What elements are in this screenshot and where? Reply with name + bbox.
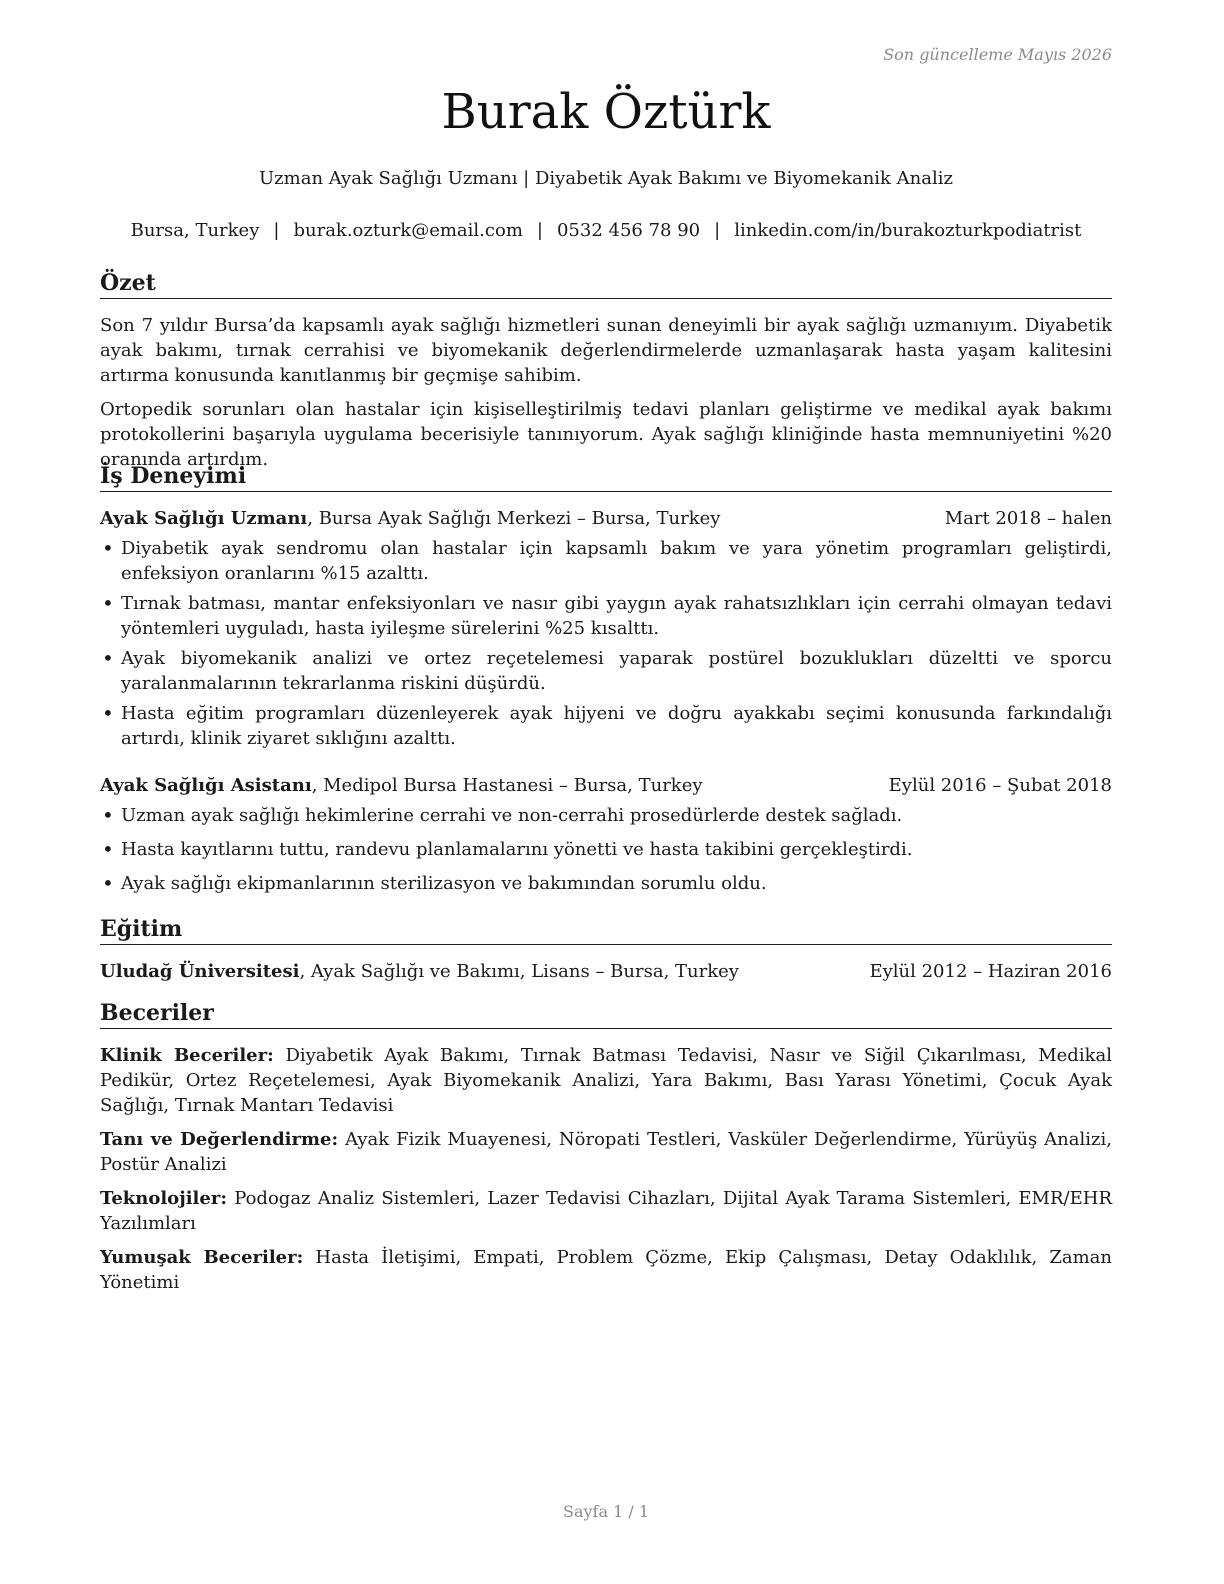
contact-separator: | [714, 220, 721, 241]
job-bullet: • Hasta eğitim programları düzenleyerek ayak hijyeni ve doğru ayakkabı seçimi konusunda farkındalığı artırdı, klinik ziyaret sıklığını azalttı. [100, 701, 1112, 751]
skill-text: Diyabetik Ayak Bakımı, Tırnak Batması Tedavisi, Nasır ve Siğil Çıkarılması, Medikal Pedikür, Ortez Reçetelemesi, Ayak Biyomekanik Analizi, Yara Bakımı, Bası Yarası Yönetimi, Çocuk Ayak Sağlığı, Tırnak Mantarı Tedavisi [100, 1045, 1112, 1116]
contact-phone: 0532 456 78 90 [556, 220, 701, 241]
section-title-education: Eğitim [100, 916, 1112, 945]
skill-label: Yumuşak Beceriler: [100, 1247, 304, 1268]
job-bullet: • Tırnak batması, mantar enfeksiyonları ve nasır gibi yaygın ayak rahatsızlıkları için cerrahi olmayan tedavi yöntemleri uyguladı, hasta iyileşme sürelerini %25 kısalttı. [100, 591, 1112, 641]
education-entry [100, 959, 1112, 984]
job-role: Ayak Sağlığı Asistanı [100, 775, 312, 796]
skills-section [100, 1000, 1112, 1295]
section-title-summary: Özet [100, 270, 1112, 299]
summary-paragraph: Ortopedik sorunları olan hastalar için kişiselleştirilmiş tedavi planları geliştirme ve medikal ayak bakımı protokollerini başarıyla uygulama becerisiyle tanınıyorum. Ayak sağlığı kliniğinde hasta memnuniyetini %20 oranında artırdım. [100, 399, 1112, 470]
job-role: Ayak Sağlığı Uzmanı [100, 508, 308, 529]
summary-section [100, 270, 1112, 472]
experience-section [100, 463, 1112, 896]
job-org: , Bursa Ayak Sağlığı Merkezi – Bursa, Turkey [307, 508, 721, 529]
contact-line [100, 220, 1112, 241]
headline: Uzman Ayak Sağlığı Uzmanı | Diyabetik Ayak Bakımı ve Biyomekanik Analiz [258, 168, 954, 189]
skill-group [100, 1245, 1112, 1295]
job-bullets [100, 536, 1112, 751]
education-section [100, 916, 1112, 984]
job-entry [100, 773, 1112, 896]
skill-group [100, 1127, 1112, 1177]
job-header [100, 506, 1112, 531]
skill-label: Klinik Beceriler: [100, 1045, 274, 1066]
skill-text: Hasta İletişimi, Empati, Problem Çözme, Ekip Çalışması, Detay Odaklılık, Zaman Yönetimi [100, 1247, 1112, 1293]
page-footer: Sayfa 1 / 1 [562, 1502, 649, 1521]
contact-location: Bursa, Turkey [130, 220, 260, 241]
contact-separator: | [536, 220, 543, 241]
skill-label: Teknolojiler: [100, 1188, 227, 1209]
summary-paragraph: Son 7 yıldır Bursa’da kapsamlı ayak sağlığı hizmetleri sunan deneyimli bir ayak sağlığı uzmanıyım. Diyabetik ayak bakımı, tırnak cerrahisi ve biyomekanik değerlendirmelerde uzmanlaşarak hasta yaşam kalitesini artırma konusunda kanıtlanmış bir geçmişe sahibim. [100, 315, 1112, 386]
job-bullets [100, 803, 1112, 896]
skill-label: Tanı ve Değerlendirme: [100, 1129, 339, 1150]
job-bullet: • Ayak sağlığı ekipmanlarının sterilizasyon ve bakımından sorumlu oldu. [100, 871, 1112, 896]
section-title-experience: İş Deneyimi [100, 463, 1112, 492]
job-org: , Medipol Bursa Hastanesi – Bursa, Turkey [311, 775, 703, 796]
contact-linkedin[interactable]: linkedin.com/in/burakozturkpodiatrist [734, 220, 1082, 241]
education-detail: , Ayak Sağlığı ve Bakımı, Lisans – Bursa, Turkey [299, 961, 739, 982]
job-dates: Eylül 2016 – Şubat 2018 [888, 775, 1112, 796]
job-bullet: • Diyabetik ayak sendromu olan hastalar için kapsamlı bakım ve yara yönetim programları geliştirdi, enfeksiyon oranlarını %15 azalttı. [100, 536, 1112, 586]
education-school: Uludağ Üniversitesi [100, 961, 300, 982]
job-bullet: • Hasta kayıtlarını tuttu, randevu planlamalarını yönetti ve hasta takibini gerçekleştirdi. [100, 837, 1112, 862]
contact-separator: | [273, 220, 280, 241]
education-dates: Eylül 2012 – Haziran 2016 [869, 961, 1112, 982]
job-entry [100, 506, 1112, 751]
skill-text: Podogaz Analiz Sistemleri, Lazer Tedavisi Cihazları, Dijital Ayak Tarama Sistemleri, EMR/EHR Yazılımları [100, 1188, 1112, 1234]
skill-text: Ayak Fizik Muayenesi, Nöropati Testleri, Vasküler Değerlendirme, Yürüyüş Analizi, Postür Analizi [100, 1129, 1112, 1175]
skill-group [100, 1186, 1112, 1236]
job-dates: Mart 2018 – halen [944, 508, 1112, 529]
job-header [100, 773, 1112, 798]
last-updated: Son güncelleme Mayıs 2026 [883, 45, 1112, 64]
section-title-skills: Beceriler [100, 1000, 1112, 1029]
contact-email[interactable]: burak.ozturk@email.com [293, 220, 523, 241]
candidate-name: Burak Öztürk [441, 84, 771, 140]
job-bullet: • Ayak biyomekanik analizi ve ortez reçetelemesi yaparak postürel bozuklukları düzeltti ve sporcu yaralanmalarının tekrarlanma riskini düşürdü. [100, 646, 1112, 696]
skill-group [100, 1043, 1112, 1118]
job-bullet: • Uzman ayak sağlığı hekimlerine cerrahi ve non-cerrahi prosedürlerde destek sağladı. [100, 803, 1112, 828]
